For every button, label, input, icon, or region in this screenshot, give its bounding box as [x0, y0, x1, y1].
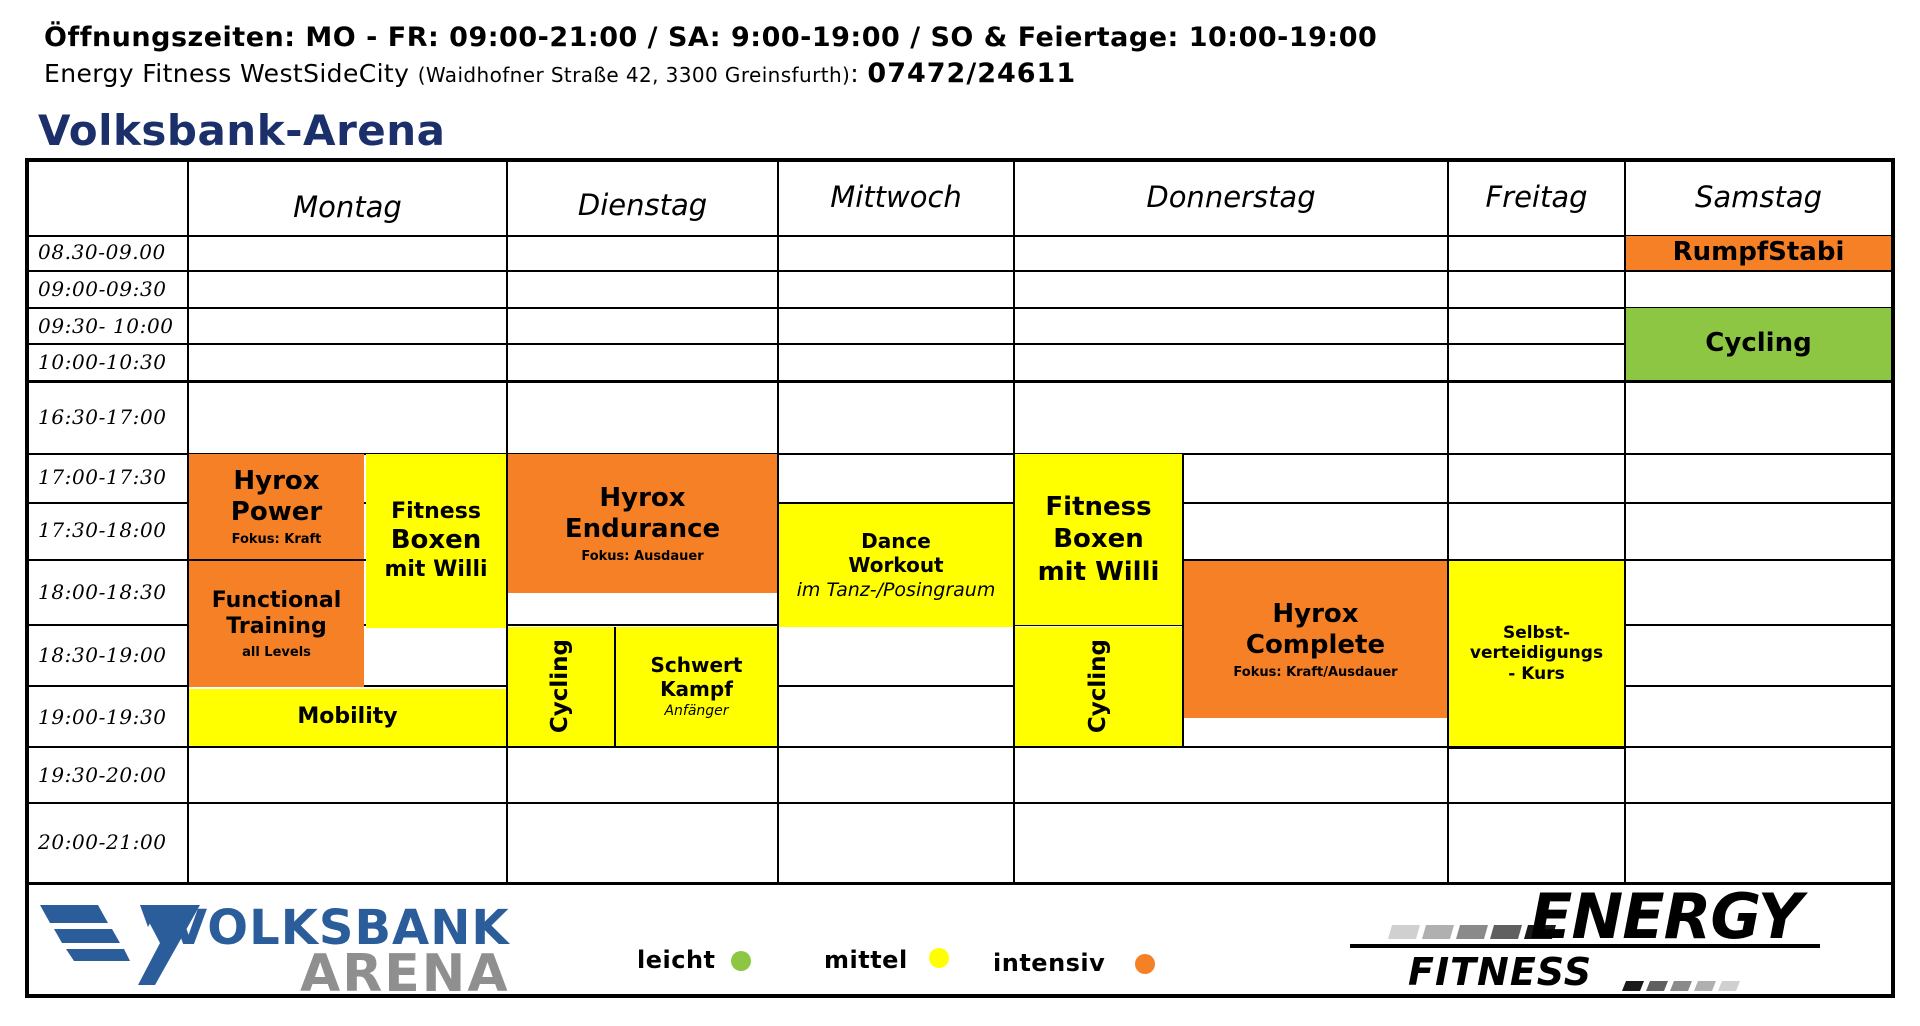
class-title: Power [230, 496, 323, 527]
class-fitness-boxen-donnerstag[interactable] [1015, 454, 1182, 625]
time-slot-label: 19:00-19:30 [38, 705, 167, 729]
time-slot-label: 09:00-09:30 [38, 277, 167, 301]
legend-mittel-dot [929, 948, 949, 968]
day-header-freitag: Freitag [1485, 180, 1588, 214]
day-header-montag: Montag [293, 190, 402, 224]
class-title: Cycling [1084, 639, 1111, 734]
arena-title: Volksbank-Arena [38, 106, 446, 155]
time-slot-label: 17:30-18:00 [38, 518, 167, 542]
legend-intensiv-label: intensiv [993, 949, 1106, 977]
gym-name: Energy Fitness WestSideCity [44, 59, 410, 88]
arena-wordmark: ARENA [300, 944, 510, 1004]
class-focus: Anfänger [664, 703, 729, 720]
class-rumpfstabi[interactable] [1626, 236, 1891, 270]
class-hyrox-endurance[interactable] [508, 454, 777, 593]
class-title: verteidigungs [1469, 643, 1604, 664]
class-hyrox-complete[interactable] [1184, 561, 1447, 718]
class-focus: Fokus: Kraft [231, 531, 322, 547]
opening-hours: Öffnungszeiten: MO - FR: 09:00-21:00 / SA: 9:00-19:00 / SO & Feiertage: 10:00-19:00 [44, 22, 1378, 53]
class-mobility[interactable] [189, 689, 506, 746]
class-title: Endurance [564, 513, 721, 544]
class-title: Fitness [1045, 491, 1152, 522]
time-slot-label: 10:00-10:30 [38, 350, 167, 374]
gym-address: (Waidhofner Straße 42, 3300 Greinsfurth) [417, 63, 851, 87]
class-functional-training[interactable] [189, 561, 364, 687]
class-title: mit Willi [384, 556, 488, 582]
time-slot-label: 18:00-18:30 [38, 580, 167, 604]
class-schwert-kampf[interactable] [616, 627, 777, 746]
energy-wordmark: ENERGY [1530, 880, 1802, 953]
row-line [27, 343, 1893, 345]
row-line-thick [27, 380, 1893, 383]
time-slot-label: 09:30- 10:00 [38, 314, 174, 338]
legend-mittel-label: mittel [824, 946, 908, 974]
fitness-wordmark: FITNESS [1408, 950, 1593, 994]
class-title: Cycling [547, 639, 574, 734]
time-slot-label: 08.30-09.00 [38, 240, 166, 264]
class-title: Cycling [1705, 328, 1812, 359]
class-title: Kampf [660, 677, 733, 702]
class-cycling-dienstag[interactable] [508, 627, 614, 746]
row-line [27, 270, 1893, 272]
gym-colon: : [850, 59, 860, 88]
time-slot-label: 19:30-20:00 [38, 763, 167, 787]
time-slot-label: 18:30-19:00 [38, 643, 167, 667]
legend-leicht-dot [731, 951, 751, 971]
class-title: Complete [1245, 629, 1386, 660]
day-header-samstag: Samstag [1694, 180, 1823, 214]
day-header-mittwoch: Mittwoch [830, 180, 962, 214]
class-title: Selbst- [1502, 622, 1571, 643]
volksbank-wordmark: VOLKSBANK [170, 900, 510, 956]
time-slot-label: 17:00-17:30 [38, 465, 167, 489]
legend-leicht-label: leicht [637, 946, 716, 974]
row-line [27, 235, 1893, 237]
class-title: Dance [861, 529, 931, 554]
class-focus: all Levels [242, 644, 311, 660]
class-title: Hyrox [233, 465, 320, 496]
class-title: Boxen [1053, 524, 1144, 555]
day-header-dienstag: Dienstag [577, 188, 708, 222]
class-title: mit Willi [1037, 556, 1160, 587]
class-hyrox-power[interactable] [189, 454, 364, 559]
col-line [1447, 160, 1449, 884]
time-slot-label: 20:00-21:00 [38, 830, 167, 854]
class-focus: Fokus: Kraft/Ausdauer [1233, 664, 1398, 680]
class-title: Schwert [650, 653, 743, 678]
class-selbstverteidigung[interactable] [1449, 561, 1624, 749]
gym-phone: 07472/24611 [867, 58, 1077, 89]
class-cycling-donnerstag[interactable] [1015, 627, 1182, 746]
time-slot-label: 16:30-17:00 [38, 405, 167, 429]
class-title: - Kurs [1508, 663, 1565, 684]
class-title: RumpfStabi [1672, 237, 1845, 268]
day-header-donnerstag: Donnerstag [1146, 180, 1316, 214]
class-fitness-boxen-montag[interactable] [366, 454, 506, 628]
row-line [27, 802, 1893, 804]
class-title: Hyrox [599, 482, 686, 513]
class-title: Functional [211, 587, 342, 613]
class-location: im Tanz-/Posingraum [796, 579, 996, 602]
class-cycling-samstag[interactable] [1626, 308, 1891, 380]
class-title: Workout [848, 553, 944, 578]
class-dance-workout[interactable] [779, 504, 1013, 627]
class-title: Boxen [390, 525, 482, 556]
legend-intensiv-dot [1135, 954, 1155, 974]
class-title: Training [226, 614, 327, 640]
row-line [27, 307, 1893, 309]
class-focus: Fokus: Ausdauer [581, 548, 704, 564]
class-title: Fitness [391, 499, 481, 525]
class-title: Hyrox [1272, 598, 1359, 629]
class-title: Mobility [297, 704, 398, 730]
